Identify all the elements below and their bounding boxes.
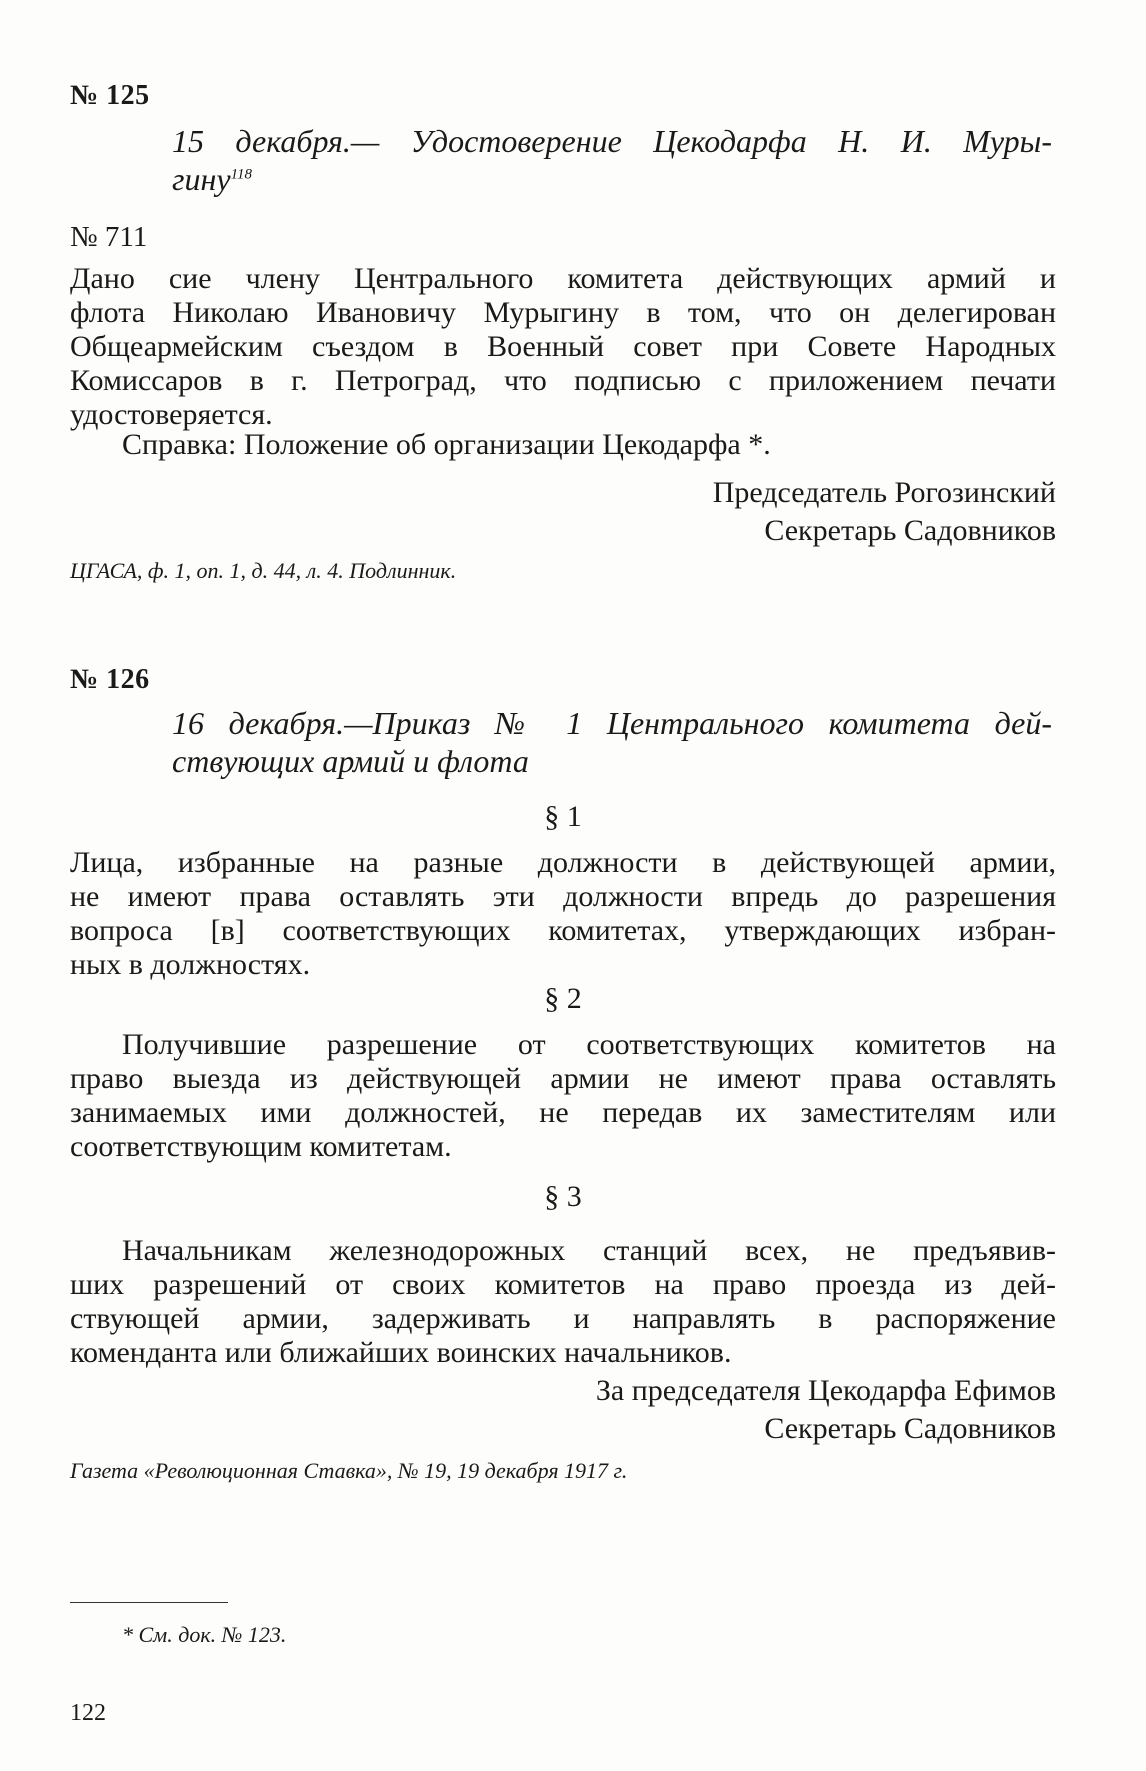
doc-125-body-line: флота Николаю Ивановичу Мурыгину в том, что он делегирован: [70, 296, 1056, 329]
section-2-heading: § 2: [544, 982, 582, 1015]
section-3-heading: § 3: [544, 1180, 582, 1213]
section-1-heading: § 1: [544, 800, 582, 833]
doc-126-number: № 126: [70, 664, 150, 695]
section-3-line: Начальникам железнодорожных станций всех, не предъявив-: [122, 1234, 1056, 1267]
section-2-line: занимаемых ими должностей, не передав их заместителям или: [70, 1096, 1056, 1129]
section-1-text: [70, 846, 1056, 982]
section-1-line: вопроса [в] соответствующих комитетах, утверждающих избран-: [70, 914, 1056, 947]
doc-126-chairman-signature: За председателя Цекодарфа Ефимов: [595, 1374, 1056, 1407]
doc-125-body-line: удостоверяется.: [70, 398, 273, 431]
section-2-line: Получившие разрешение от соответствующих комитетов на: [122, 1028, 1056, 1061]
doc-125-ref-number: № 711: [70, 221, 148, 253]
section-2-line: соответствующим комитетам.: [70, 1130, 452, 1163]
section-3-line: коменданта или ближайших воинских начальников.: [70, 1336, 732, 1369]
doc-125-body-line: Дано сие члену Центрального комитета действующих армий и: [70, 262, 1056, 295]
section-3-line: ших разрешений от своих комитетов на право проезда из дей-: [70, 1268, 1056, 1301]
doc-125-title-line: 15 декабря.— Удостоверение Цекодарфа Н. И. Муры-: [172, 123, 1052, 159]
doc-125-source: ЦГАСА, ф. 1, оп. 1, д. 44, л. 4. Подлинник.: [70, 558, 457, 583]
page-number: 122: [70, 1700, 106, 1726]
doc-126-title: [172, 704, 1052, 780]
doc-126-secretary-signature: Секретарь Садовников: [764, 1412, 1056, 1445]
doc-125-title: [172, 122, 1052, 198]
doc-125-number: № 125: [70, 80, 150, 111]
doc-125-body-line: Комиссаров в г. Петроград, что подписью с приложением печати: [70, 364, 1056, 397]
section-1-line: не имеют права оставлять эти должности впредь до разрешения: [70, 880, 1056, 913]
doc-126-title-line: ствующих армий и флота: [172, 743, 529, 779]
doc-125-chairman-signature: Председатель Рогозинский: [712, 476, 1056, 509]
doc-126-source: Газета «Революционная Ставка», № 19, 19 декабря 1917 г.: [70, 1458, 628, 1483]
doc-125-title-text: гину: [172, 161, 231, 197]
footnote: * См. док. № 123.: [122, 1622, 287, 1647]
doc-125-title-line: [172, 160, 1052, 198]
doc-125-reference-note: Справка: Положение об организации Цекодарфа *.: [122, 428, 771, 461]
section-2-line: право выезда из действующей армии не имеют права оставлять: [70, 1062, 1056, 1095]
doc-125-body: [70, 262, 1056, 432]
doc-125-body-line: Общеармейским съездом в Военный совет при Совете Народных: [70, 330, 1056, 363]
section-1-line: Лица, избранные на разные должности в действующей армии,: [70, 846, 1056, 879]
footnote-divider: [70, 1602, 228, 1603]
section-1-line: ных в должностях.: [70, 948, 311, 981]
footnote-ref-118: 118: [230, 166, 252, 183]
doc-125-secretary-signature: Секретарь Садовников: [764, 514, 1056, 547]
section-2-text: [70, 1028, 1056, 1164]
section-3-text: [70, 1234, 1056, 1370]
doc-126-title-line: 16 декабря.—Приказ № 1 Центрального комитета дей-: [172, 705, 1052, 741]
section-3-line: ствующей армии, задерживать и направлять в распоряжение: [70, 1302, 1056, 1335]
